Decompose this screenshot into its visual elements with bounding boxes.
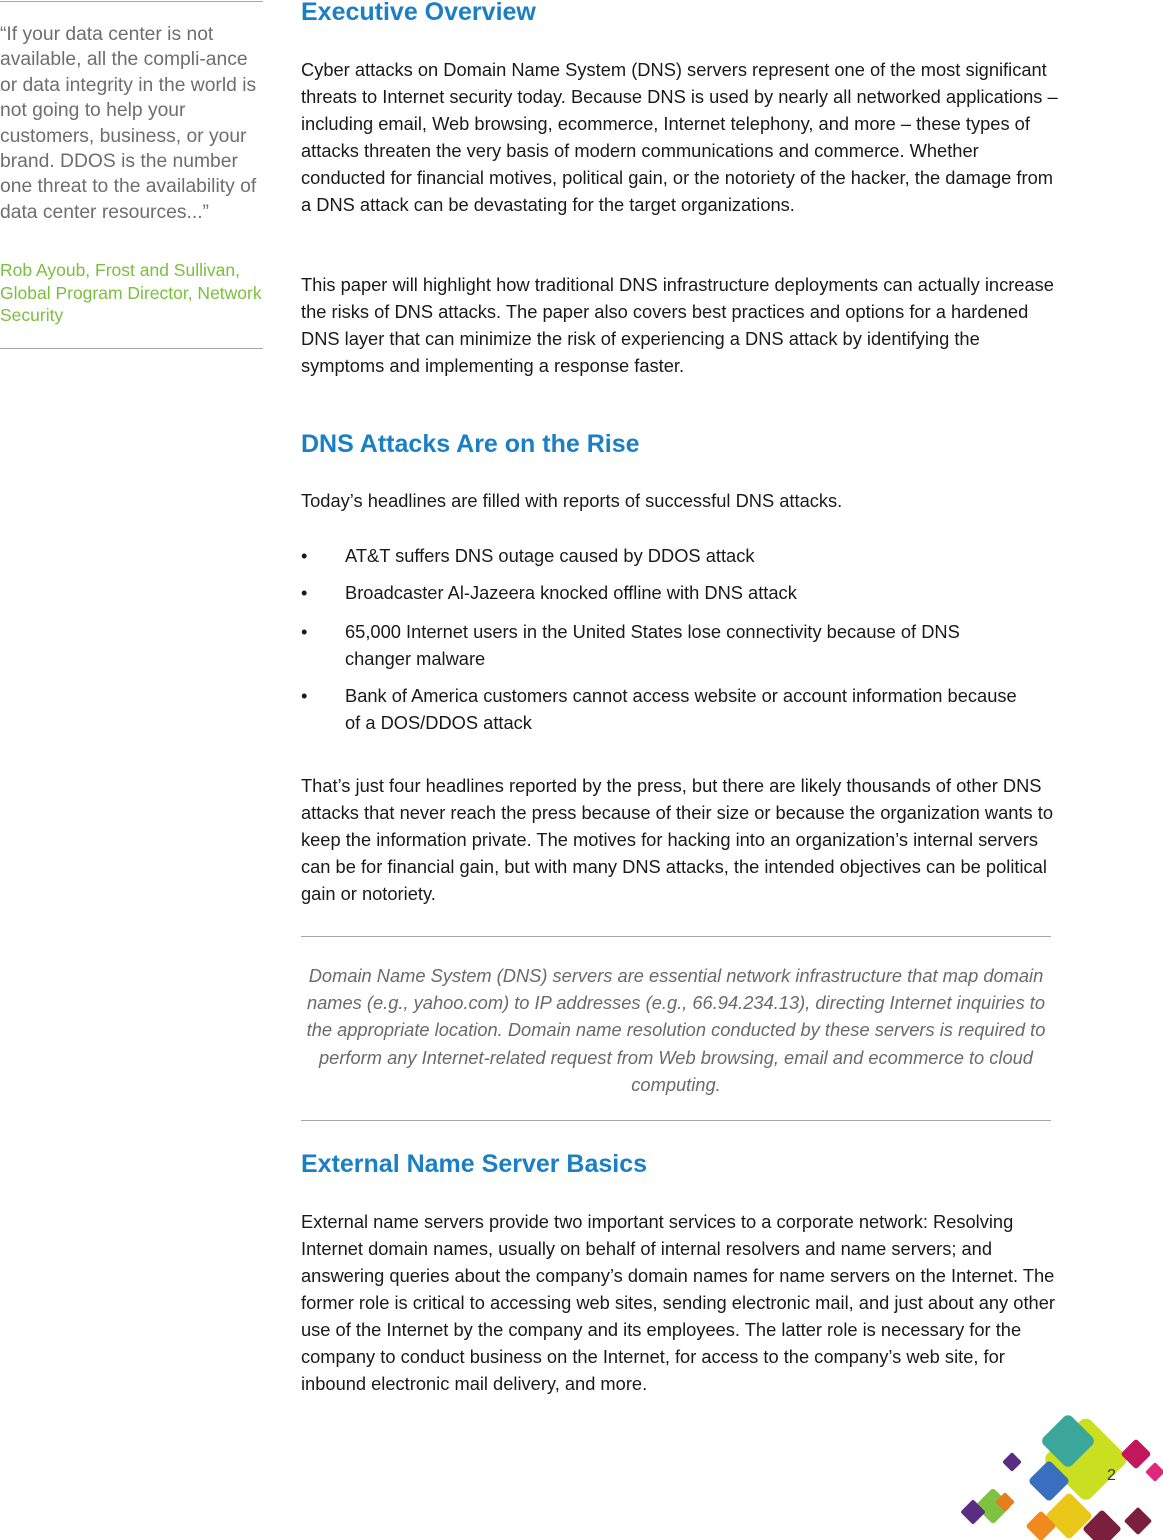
headline-text: 65,000 Internet users in the United States lose connectivity because of DNS changer malware — [345, 621, 960, 669]
rise-outro-paragraph: That’s just four headlines reported by the press, but there are likely thousands of other DNS attacks that never reach the press because of their size or because the organization wants to keep the information private. The motives for hacking into an organization’s internal servers can be for financial gain, but with many DNS attacks, the intended objectives can be political gain or notoriety. — [301, 775, 1053, 904]
bullet-icon: • — [301, 621, 308, 642]
bullet-icon: • — [301, 685, 308, 706]
bullet-icon: • — [301, 545, 308, 566]
bullet-icon: • — [301, 582, 308, 603]
sidebar-top-rule — [0, 1, 263, 2]
heading-executive-overview: Executive Overview — [301, 0, 536, 26]
callout-bottom-rule — [301, 1120, 1051, 1121]
overview-paragraph-1: Cyber attacks on Domain Name System (DNS) servers represent one of the most significant threats to Internet security today. Because DNS is used by nearly all networked applications – including email, Web browsing, ecommerce, Internet telephony, and more – these types of attacks threaten the very basis of modern communications and commerce. Whether conducted for financial motives, political gain, or the notoriety of the hacker, the damage from a DNS attack can be devastating for the target organizations. — [301, 59, 1058, 215]
page-number: 2 — [1107, 1467, 1116, 1484]
sidebar-bottom-rule — [0, 348, 263, 349]
overview-paragraph-2: This paper will highlight how traditional DNS infrastructure deployments can actually increase the risks of DNS attacks. The paper also covers best practices and options for a hardened DNS layer that can minimize the risk of experiencing a DNS attack by identifying the symptoms and implementing a response faster. — [301, 274, 1054, 376]
callout-definition: Domain Name System (DNS) servers are essential network infrastructure that map domain names (e.g., yahoo.com) to IP addresses (e.g., 66.94.234.13), directing Internet inquiries to the appropriate location. Domain name resolution conducted by these servers is required to perform any Internet-related request from Web browsing, email and ecommerce to cloud computing. — [306, 965, 1046, 1095]
headline-text: Bank of America customers cannot access website or account information because of a DOS/DDOS attack — [345, 685, 1017, 733]
headline-text: AT&T suffers DNS outage caused by DDOS attack — [345, 545, 755, 566]
rise-intro: Today’s headlines are filled with reports of successful DNS attacks. — [301, 490, 843, 511]
pull-quote: “If your data center is not available, all the compli-ance or data integrity in the world is not going to help your customers, business, or your brand. DDOS is the number one threat to the availability of data center resources...” — [0, 24, 257, 223]
heading-dns-attacks-rise: DNS Attacks Are on the Rise — [301, 430, 640, 458]
quote-attribution: Rob Ayoub, Frost and Sullivan, Global Program Director, Network Security — [0, 260, 262, 325]
heading-external-name-server-basics: External Name Server Basics — [301, 1150, 648, 1178]
basics-paragraph: External name servers provide two important services to a corporate network: Resolving Internet domain names, usually on behalf of internal resolvers and name servers; and answering queries about the company’s domain names for name servers on the Internet. The former role is critical to accessing web sites, sending electronic mail, and just about any other use of the Internet by the company and its employees. The latter role is necessary for the company to conduct business on the Internet, for access to the company’s web site, for inbound electronic mail delivery, and more. — [301, 1211, 1055, 1394]
callout-top-rule — [301, 936, 1051, 937]
decorative-diamonds-graphic — [940, 1415, 1163, 1540]
headline-text: Broadcaster Al-Jazeera knocked offline with DNS attack — [345, 582, 797, 603]
